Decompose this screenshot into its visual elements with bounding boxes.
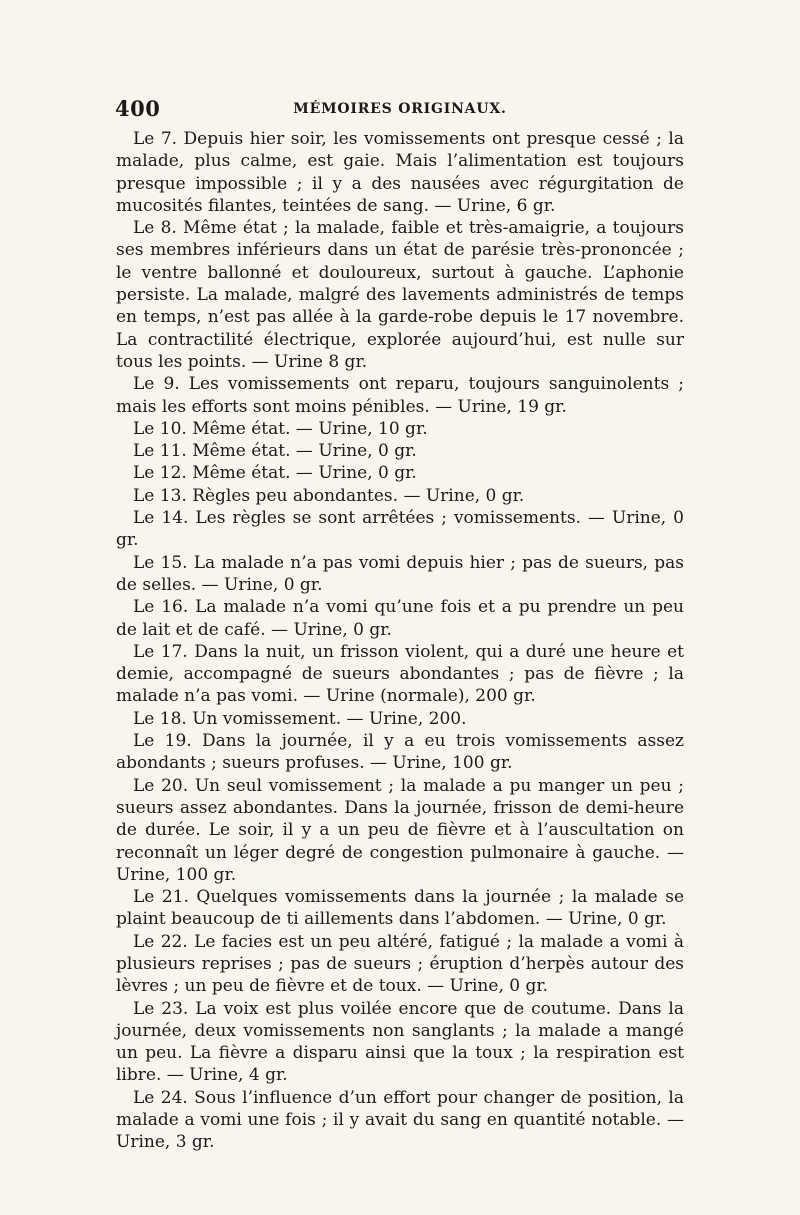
entry-day-24: Le 24. Sous l’influence d’un effort pour changer de position, la malade a vomi une fois ; il y avait du sang en quantité notable. — Urine, 3 gr. — [116, 1087, 684, 1153]
entry-day-20: Le 20. Un seul vomissement ; la malade a pu manger un peu ; sueurs assez abondantes. Dans la journée, frisson de demi-heure de durée. Le soir, il y a un peu de fièvre et à l’auscultation on reconnaît un léger degré de congestion pulmonaire à gauche. — Urine, 100 gr. — [116, 775, 684, 885]
entry-day-23: Le 23. La voix est plus voilée encore que de coutume. Dans la journée, deux vomissements non sanglants ; la malade a mangé un peu. La fièvre a disparu ainsi que la toux ; la respiration est libre. — Urine, 4 gr. — [116, 998, 684, 1086]
entry-day-14: Le 14. Les règles se sont arrêtées ; vomissements. — Urine, 0 gr. — [116, 508, 684, 551]
entry-day-21: Le 21. Quelques vomissements dans la journée ; la malade se plaint beaucoup de ti aillements dans l’abdomen. — Urine, 0 gr. — [116, 887, 684, 930]
case-notes — [116, 128, 684, 1154]
entry-day-10: Le 10. Même état. — Urine, 10 gr. — [133, 418, 428, 439]
entry-day-11: Le 11. Même état. — Urine, 0 gr. — [133, 441, 417, 462]
entry-day-8: Le 8. Même état ; la malade, faible et très-amaigrie, a toujours ses membres inférieurs dans un état de parésie très-prononcée ; le ventre ballonné et douloureux, surtout à gauche. L’aphonie persiste. La malade, malgré des lavements administrés de temps en temps, n’est pas allée à la garde-robe depuis le 17 novembre. La contractilité électrique, explorée aujourd’hui, est nulle sur tous les points. — Urine 8 gr. — [116, 218, 684, 372]
entry-day-13: Le 13. Règles peu abondantes. — Urine, 0 gr. — [133, 485, 525, 506]
page-number: 400 — [115, 96, 161, 121]
entry-day-16: Le 16. La malade n’a vomi qu’une fois et a pu prendre un peu de lait et de café. — Urine, 0 gr. — [116, 597, 684, 640]
entry-day-15: Le 15. La malade n’a pas vomi depuis hier ; pas de sueurs, pas de selles. — Urine, 0 gr. — [116, 552, 684, 595]
entry-day-12: Le 12. Même état. — Urine, 0 gr. — [133, 463, 417, 484]
entry-day-17: Le 17. Dans la nuit, un frisson violent, qui a duré une heure et demie, accompagné de sueurs abondantes ; pas de fièvre ; la malade n’a pas vomi. — Urine (normale), 200 gr. — [116, 641, 684, 707]
entry-day-9: Le 9. Les vomissements ont reparu, toujours sanguinolents ; mais les efforts sont moins pénibles. — Urine, 19 gr. — [116, 374, 684, 417]
running-title: MÉMOIRES ORIGINAUX. — [293, 101, 507, 117]
page-header — [115, 96, 685, 128]
entry-day-19: Le 19. Dans la journée, il y a eu trois vomissements assez abondants ; sueurs profuses. — Urine, 100 gr. — [116, 731, 684, 774]
entry-day-18: Le 18. Un vomissement. — Urine, 200. — [133, 708, 467, 729]
entry-day-22: Le 22. Le facies est un peu altéré, fatigué ; la malade a vomi à plusieurs reprises ; pas de sueurs ; éruption d’herpès autour des lèvres ; un peu de fièvre et de toux. — Urine, 0 gr. — [116, 931, 684, 997]
entry-day-7: Le 7. Depuis hier soir, les vomissements ont presque cessé ; la malade, plus calme, est gaie. Mais l’alimentation est toujours presque impossible ; il y a des nausées avec régurgitation de mucosités filantes, teintées de sang. — Urine, 6 gr. — [116, 129, 684, 216]
